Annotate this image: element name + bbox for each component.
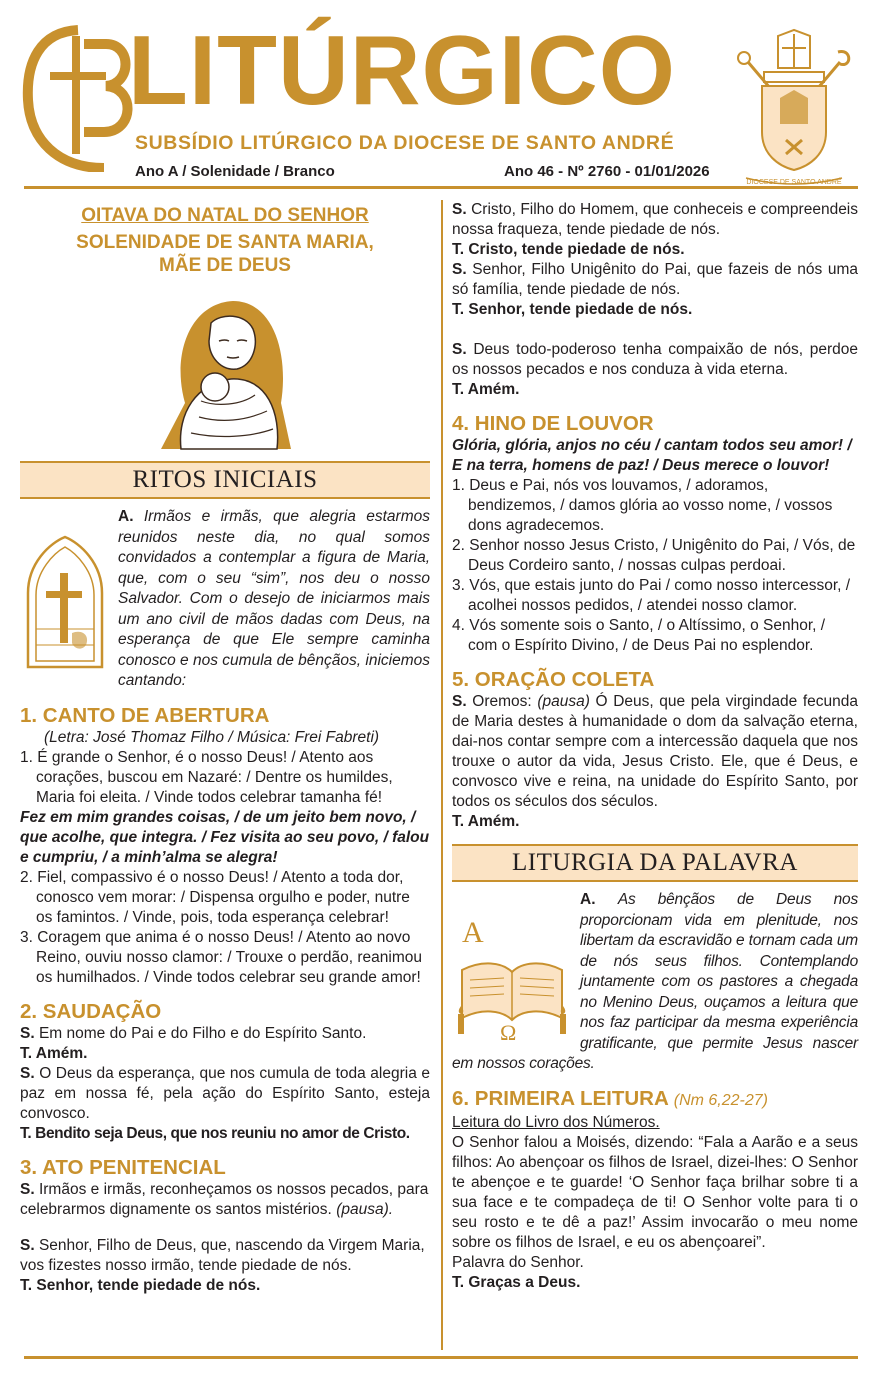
open-book-alpha-omega-icon [452,914,572,1044]
speaker-label: S. [452,261,467,278]
response-kyrie-2: T. Senhor, tende piedade de nós. [452,301,693,318]
canto-refrain: Fez em mim grandes coisas, / de um jeito bem novo, / que acolhe, que integra. / Fez visita ao seu povo, / falou e cumpriu, / a minh’alma se alegra! [20,808,430,866]
hino-refrain: Glória, glória, anjos no céu / cantam todos seu amor! / E na terra, homens de paz! / Deus merece o louvor! [452,437,852,474]
issue-info: Ano 46 - Nº 2760 - 01/01/2026 [504,163,710,180]
speaker-label: S. [452,201,467,218]
feast-mother-of-god: MÃE DE DEUS [159,255,291,276]
absolution-text: Deus todo-poderoso tenha compaixão de nós, perdoe os nossos pecados e nos conduza à vida eterna. [452,341,858,378]
ato-invocation-1: Senhor, Filho de Deus, que, nascendo da Virgem Maria, vos fizestes nosso irmão, tende piedade de nós. [20,1236,425,1274]
section-band-ritos-iniciais: RITOS INICIAIS [20,461,430,499]
response-bendito: T. Bendito seja Deus, que nos reuniu no amor de Cristo. [20,1124,410,1142]
saudacao-line-1: Em nome do Pai e do Filho e do Espírito Santo. [38,1024,367,1042]
reading-text: O Senhor falou a Moisés, dizendo: “Fala a Aarão e a seus filhos: Ao abençoar os filhos de Israel, dizei-lhes: O Senhor te abençoe e te guarde! ‘O Senhor faça brilhar sobre ti a sua face e te compadeça de ti! O Senhor volte para ti o seu rosto e te dê a paz!’ Assim invocarão o meu nome sobre os filhos de Israel, e eu os abençoarei”. [452,1133,858,1251]
liturgy-monition: As bênçãos de Deus nos proporcionam vida em plenitude, nos libertam da escravidão e tornam cada um de nós seus filhos. Contemplando juntamente com os pastores a chegada no Menino Deus, ouçamos a leitura que nos faz participar da mesma experiência gratificante, que permite Jesus nascer em nossos corações. [452,891,858,1072]
hino-verse-4: 4. Vós somente sois o Santo, / o Altíssimo, o Senhor, / com o Espírito Divino, / de Deus Pai no esplendor. [452,617,826,654]
feast-octave: OITAVA DO NATAL DO SENHOR [81,205,369,226]
coat-of-arms-icon [728,28,860,186]
response-amen: T. Amém. [20,1044,88,1062]
ato-invocation-3: Senhor, Filho Unigênito do Pai, que fazeis de nós uma só família, tende piedade de nós. [452,261,858,298]
right-column [452,200,858,1293]
ato-invocation-2: Cristo, Filho do Homem, que conheceis e compreendeis nossa fraqueza, tende piedade de nós. [452,201,859,238]
intro-monition: Irmãos e irmãs, que alegria estarmos reunidos neste dia, no qual somos convidados a contemplar a figura de Maria, que, com o seu “sim”, nos deu o nosso Salvador. Com o desejo de iniciarmos mais um ano civil de mãos dadas com Deus, na esperança de que Ele sempre caminha conosco e nos cumula de bênçãos, iniciemos cantando: [118,508,430,689]
coat-motto: DIOCESE DE SANTO ANDRÉ [746,179,842,186]
footer-rule [24,1356,858,1359]
response-amen-3: T. Amém. [452,813,520,830]
reading-closing: Palavra do Senhor. [452,1253,584,1271]
speaker-label: S. [20,1064,35,1082]
publication-title: LITÚRGICO [128,15,676,125]
speaker-label: S. [452,693,467,710]
response-amen-2: T. Amém. [452,381,520,398]
hino-verse-3: 3. Vós, que estais junto do Pai / como nosso intercessor, / acolhei nossos pedidos, / atendei nosso clamor. [452,577,851,614]
hino-verse-2: 2. Senhor nosso Jesus Cristo, / Unigênito do Pai, / Vós, de Deus Cordeiro santo, / nossas culpas perdoai. [452,537,856,574]
column-divider [441,200,443,1350]
canto-verse-2: 2. Fiel, compassivo é o nosso Deus! / Atento a toda dor, conosco vem morar: / Dispensa orgulho e poder, nutre os famintos. / Vinde, pois, toda esperança celebrar! [20,868,410,926]
heading-ato-penitencial: 3. ATO PENITENCIAL [20,1155,226,1179]
ato-invitation: Irmãos e irmãs, reconheçamos os nossos pecados, para celebrarmos dignamente os santos mistérios. [20,1180,429,1218]
response-kyrie: T. Senhor, tende piedade de nós. [20,1276,261,1294]
speaker-label: S. [20,1236,35,1254]
saudacao-line-2: O Deus da esperança, que nos cumula de toda alegria e paz em nossa fé, pela ação do Espírito Santo, esteja convosco. [20,1064,430,1122]
canto-verse-1: 1. É grande o Senhor, é o nosso Deus! / Atento aos corações, buscou em Nazaré: / Dentre os humildes, Maria foi eleita. / Vinde todos celebrar tamanha fé! [20,748,393,806]
collect-prayer: Ó Deus, que pela virgindade fecunda de Maria destes à humanidade o dom da salvação eterna, dai-nos contar sempre com a intercessão daquela que nos trouxe o autor da vida, Jesus Cristo. Ele, que é Deus, e convosco vive e reina, na unidade do Espírito Santo, por todos os séculos dos séculos. [452,693,858,810]
svg-text:Ω: Ω [500,1020,517,1044]
masthead [0,0,882,195]
liturgical-year-info: Ano A / Solenidade / Branco [135,163,335,180]
church-window-icon [20,533,110,673]
heading-oracao-coleta: 5. ORAÇÃO COLETA [452,668,655,691]
reading-source: Leitura do Livro dos Números. [452,1113,660,1131]
canto-credits: (Letra: José Thomaz Filho / Música: Frei Fabreti) [44,728,380,746]
feast-solemnity: SOLENIDADE DE SANTA MARIA, [76,232,374,253]
pause-note: (pausa). [336,1200,394,1218]
header-rule [24,186,858,189]
section-band-liturgia-palavra: LITURGIA DA PALAVRA [452,844,858,882]
left-column [20,200,430,1296]
heading-hino-louvor: 4. HINO DE LOUVOR [452,412,654,435]
speaker-label: A. [580,891,596,908]
heading-primeira-leitura: 6. PRIMEIRA LEITURA [452,1086,669,1110]
monogram-logo-icon [20,22,140,172]
heading-saudacao: 2. SAUDAÇÃO [20,999,162,1023]
canto-verse-3: 3. Coragem que anima é o nosso Deus! / Atento ao novo Reino, ouviu nosso clamor: / Trouxe o perdão, reanimou os humilhados. / Vinde todos celebrar seu grande amor! [20,928,422,986]
response-gracas: T. Graças a Deus. [452,1273,581,1291]
pause-note: (pausa) [537,693,590,710]
publication-subtitle: SUBSÍDIO LITÚRGICO DA DIOCESE DE SANTO ANDRÉ [135,132,675,154]
speaker-label: S. [20,1180,35,1198]
madonna-child-illustration [141,283,309,453]
speaker-label: S. [20,1024,35,1042]
speaker-label: A. [118,508,134,525]
hino-verse-1: 1. Deus e Pai, nós vos louvamos, / adoramos, bendizemos, / damos glória ao vosso nome, / vossos dons agradecemos. [452,477,833,534]
oremos: Oremos: [472,693,532,710]
svg-text:A: A [462,916,484,949]
reading-reference: (Nm 6,22-27) [673,1091,768,1109]
speaker-label: S. [452,341,467,358]
heading-canto-abertura: 1. CANTO DE ABERTURA [20,703,270,727]
response-christe: T. Cristo, tende piedade de nós. [452,241,685,258]
